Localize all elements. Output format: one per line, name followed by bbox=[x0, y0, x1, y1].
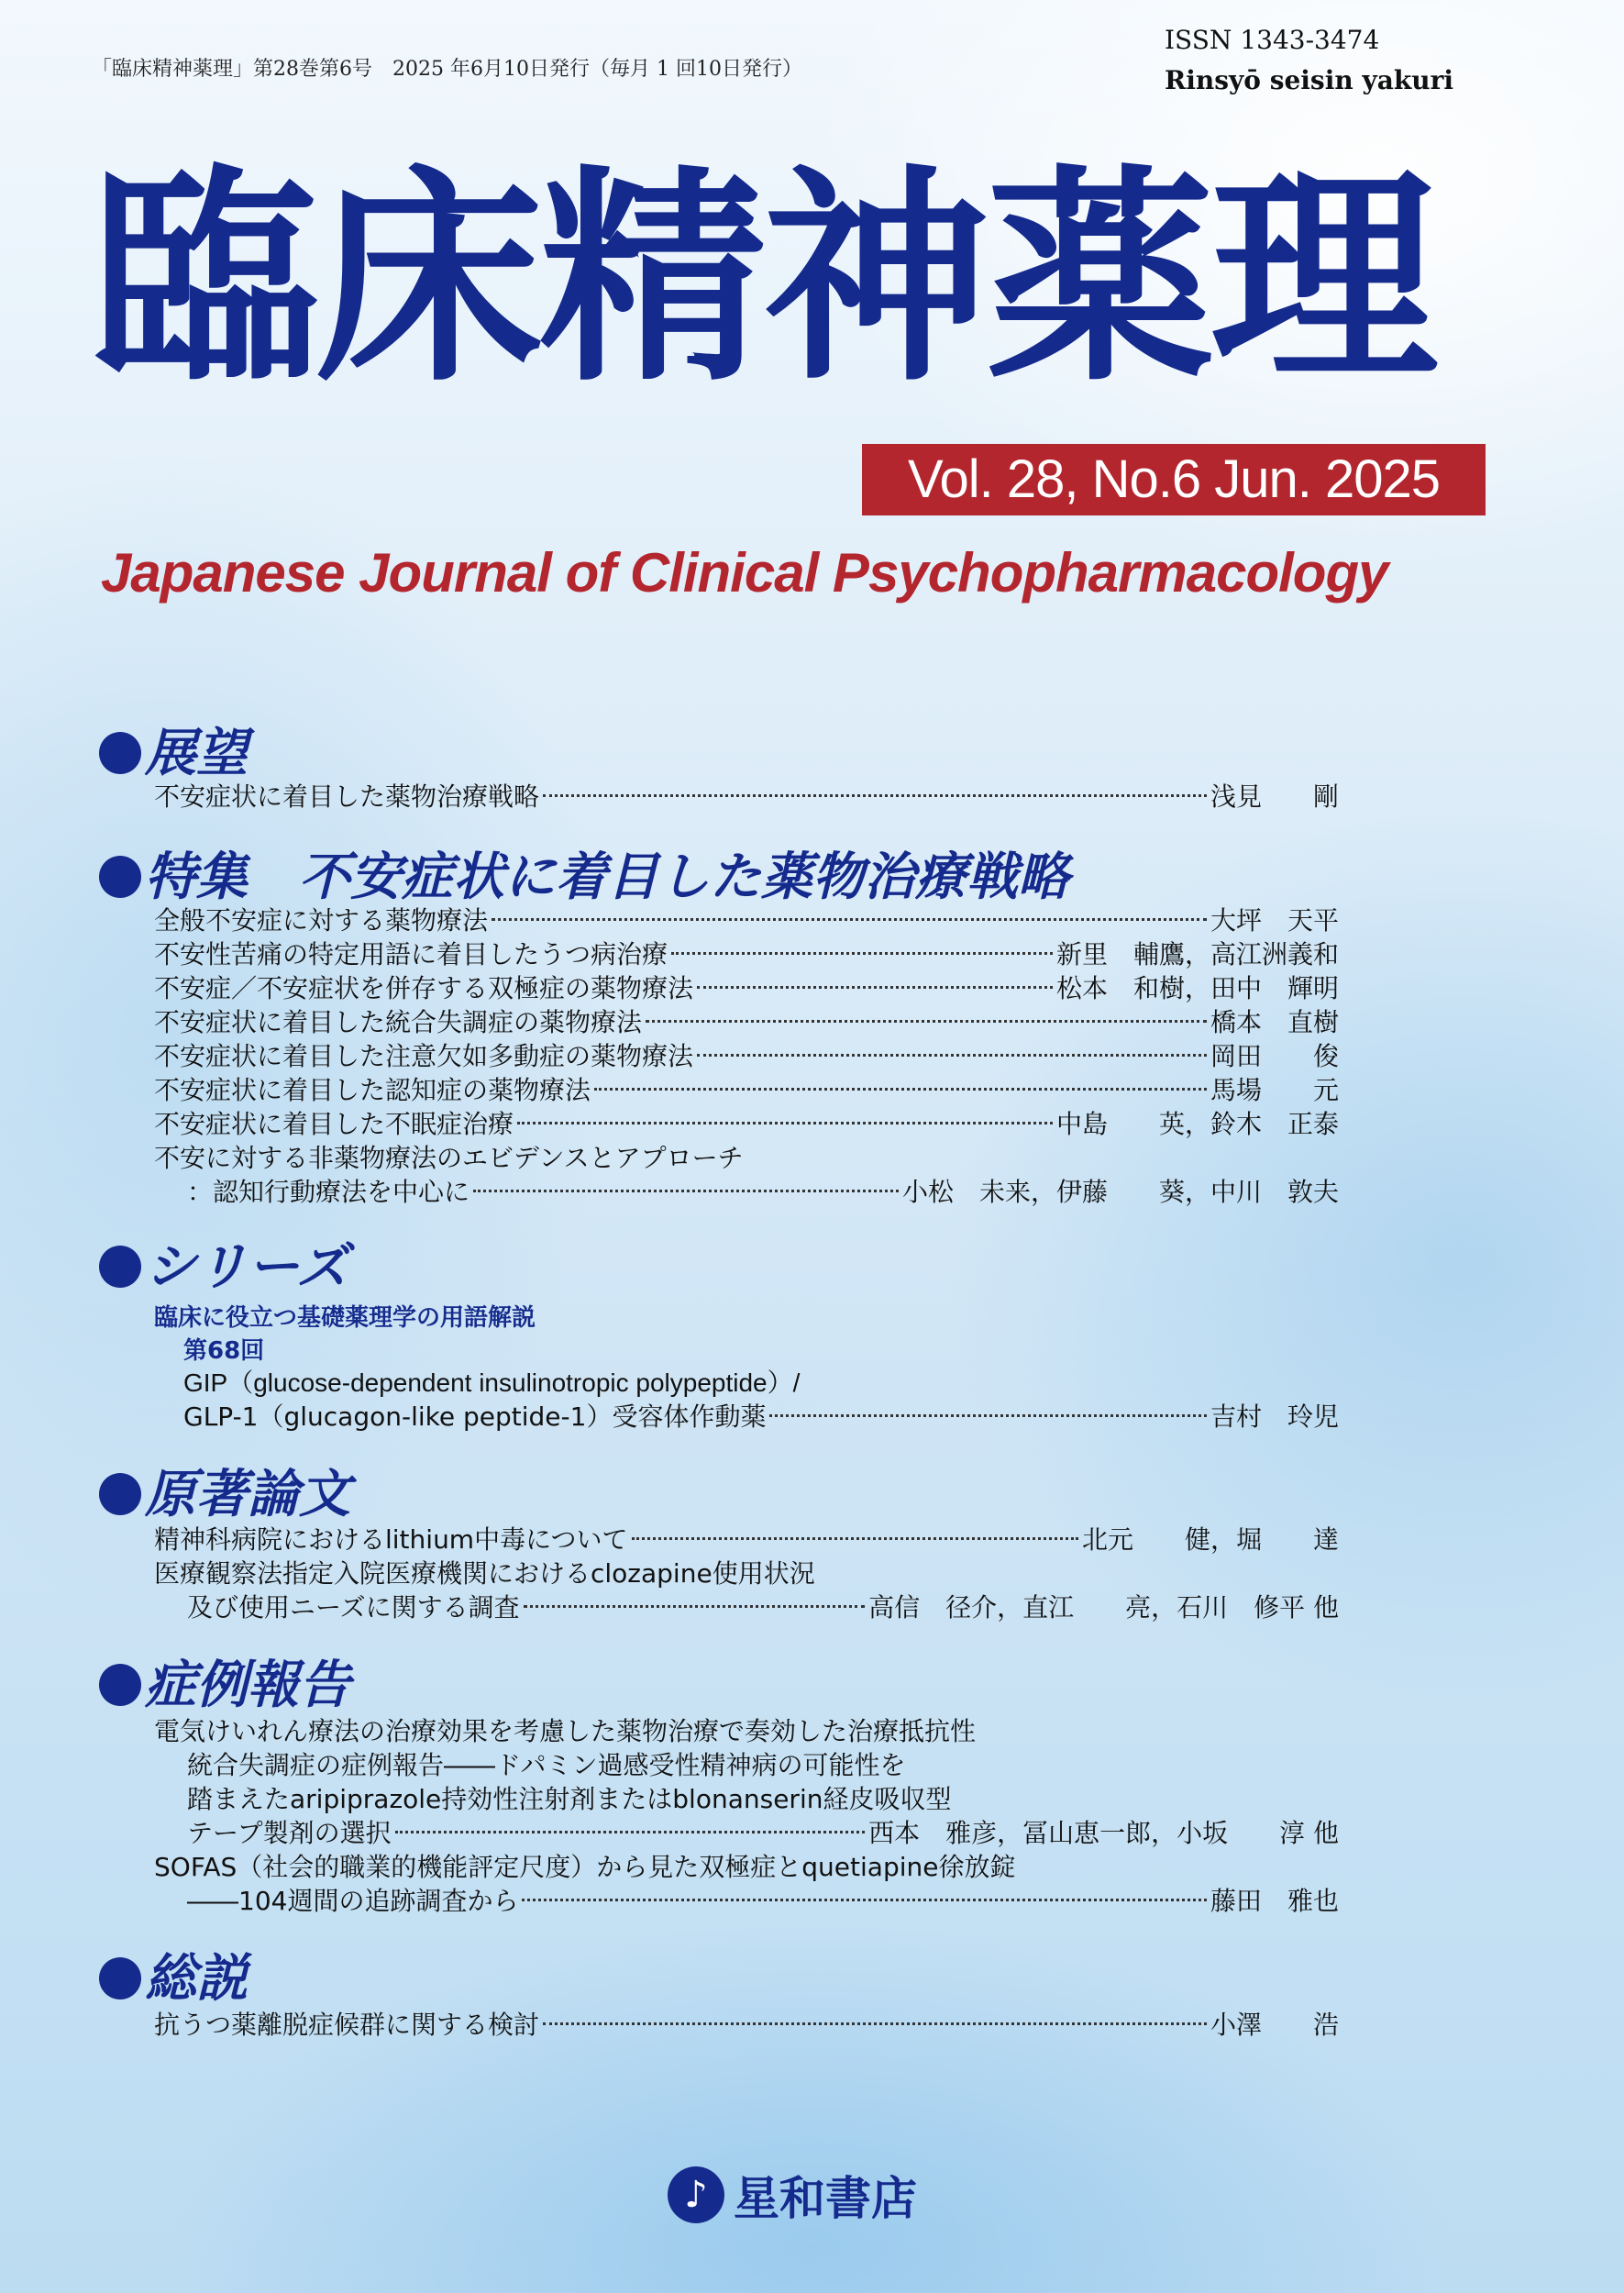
entry-authors: 新里 輔鷹，高江洲義和 bbox=[1055, 939, 1339, 969]
entry-title: 不安症状に着目した統合失調症の薬物療法 bbox=[154, 1007, 643, 1037]
entry-authors: 馬場 元 bbox=[1210, 1075, 1339, 1105]
dot-leader bbox=[517, 1122, 1053, 1124]
entry-authors: 大坪 天平 bbox=[1210, 905, 1339, 936]
entry-title: 及び使用ニーズに関する調査 bbox=[187, 1592, 520, 1623]
toc-entry[interactable] bbox=[154, 1074, 1339, 1107]
journal-title: 臨床精神薬理 bbox=[92, 148, 1434, 412]
toc-entry[interactable] bbox=[183, 1401, 1339, 1434]
section-heading-case: 症例報告 bbox=[99, 1656, 350, 1715]
toc-entry[interactable] bbox=[154, 2009, 1339, 2042]
entry-title: 抗うつ薬離脱症候群に関する検討 bbox=[154, 2010, 540, 2040]
dot-leader bbox=[697, 1054, 1207, 1057]
dot-leader bbox=[632, 1537, 1078, 1540]
entry-title-line: 医療観察法指定入院医療機関におけるclozapine使用状況 bbox=[154, 1558, 815, 1589]
entry-authors: 橋本 直樹 bbox=[1210, 1007, 1339, 1037]
toc-entry[interactable] bbox=[154, 1523, 1339, 1556]
entry-title: 全般不安症に対する薬物療法 bbox=[154, 905, 489, 936]
toc-entry[interactable] bbox=[154, 904, 1339, 937]
entry-title-line: 統合失調症の症例報告――ドパミン過感受性精神病の可能性を bbox=[187, 1750, 906, 1780]
publisher-logo-icon: ♪ bbox=[668, 2166, 724, 2223]
entry-authors: 吉村 玲児 bbox=[1210, 1401, 1339, 1432]
entry-title: ：認知行動療法を中心に bbox=[187, 1177, 470, 1207]
english-journal-title: Japanese Journal of Clinical Psychopharmacology bbox=[101, 542, 1388, 604]
dot-leader bbox=[594, 1088, 1207, 1091]
entry-title-line: 踏まえたaripiprazole持効性注射剤またはblonanserin経皮吸収型 bbox=[187, 1784, 952, 1814]
toc-entry[interactable] bbox=[187, 1176, 1339, 1209]
entry-authors: 高信 径介，直江 亮，石川 修平 他 bbox=[868, 1592, 1339, 1623]
bullet-icon bbox=[99, 1664, 141, 1706]
toc-entry[interactable] bbox=[187, 1885, 1339, 1918]
romaji-title: Rinsyō seisin yakuri bbox=[1165, 65, 1453, 95]
entry-title: テープ製剤の選択 bbox=[187, 1818, 392, 1848]
section-heading-tokushu: 特集 不安症状に着目した薬物治療戦略 bbox=[99, 848, 1069, 907]
section-heading-review: 総説 bbox=[99, 1950, 248, 2009]
toc-entry[interactable] bbox=[154, 1040, 1339, 1073]
dot-leader bbox=[524, 1605, 865, 1608]
dot-leader bbox=[492, 918, 1207, 921]
entry-title: 不安症状に着目した不眠症治療 bbox=[154, 1109, 514, 1139]
entry-authors: 浅見 剛 bbox=[1210, 781, 1339, 812]
entry-authors: 西本 雅彦，冨山恵一郎，小坂 淳 他 bbox=[868, 1818, 1339, 1848]
bullet-icon bbox=[99, 1473, 141, 1515]
series-subtitle: 臨床に役立つ基礎薬理学の用語解説 bbox=[154, 1304, 536, 1332]
volume-badge: Vol. 28, No.6 Jun. 2025 bbox=[862, 444, 1486, 515]
entry-title: ――104週間の追跡調査から bbox=[187, 1886, 519, 1916]
bullet-icon bbox=[99, 856, 141, 898]
entry-authors: 藤田 雅也 bbox=[1210, 1886, 1339, 1916]
dot-leader bbox=[697, 986, 1053, 989]
dot-leader bbox=[769, 1414, 1207, 1417]
entry-title: 精神科病院におけるlithium中毒について bbox=[154, 1524, 628, 1555]
toc-entry[interactable] bbox=[154, 938, 1339, 971]
toc-entry[interactable] bbox=[154, 1006, 1339, 1039]
dot-leader bbox=[543, 2022, 1207, 2025]
bullet-icon bbox=[99, 1246, 141, 1288]
dot-leader bbox=[671, 952, 1053, 955]
dot-leader bbox=[522, 1899, 1207, 1901]
entry-authors: 小澤 浩 bbox=[1210, 2010, 1339, 2040]
section-heading-original: 原著論文 bbox=[99, 1466, 350, 1524]
entry-title: 不安症状に着目した薬物治療戦略 bbox=[154, 781, 540, 812]
entry-authors: 岡田 俊 bbox=[1210, 1041, 1339, 1071]
entry-title-line: 電気けいれん療法の治療効果を考慮した薬物治療で奏効した治療抵抗性 bbox=[154, 1716, 977, 1746]
dot-leader bbox=[473, 1190, 899, 1192]
dot-leader bbox=[395, 1831, 865, 1833]
issn-number: ISSN 1343-3474 bbox=[1165, 25, 1380, 55]
toc-entry[interactable] bbox=[187, 1817, 1339, 1850]
section-heading-series: シリーズ bbox=[99, 1238, 348, 1297]
entry-authors: 小松 未来，伊藤 葵，中川 敦夫 bbox=[901, 1177, 1339, 1207]
entry-authors: 北元 健，堀 達 bbox=[1081, 1524, 1339, 1555]
toc-entry[interactable] bbox=[187, 1591, 1339, 1624]
entry-authors: 松本 和樹，田中 輝明 bbox=[1055, 973, 1339, 1003]
entry-title: 不安性苦痛の特定用語に着目したうつ病治療 bbox=[154, 939, 668, 969]
section-heading-tenbo: 展望 bbox=[99, 725, 248, 783]
entry-title: GLP-1（glucagon-like peptide-1）受容体作動薬 bbox=[183, 1401, 767, 1432]
entry-authors: 中島 英，鈴木 正泰 bbox=[1055, 1109, 1339, 1139]
issue-info-line: 「臨床精神薬理」第28巻第6号 2025 年6月10日発行（毎月 1 回10日発行） bbox=[92, 58, 802, 81]
entry-title-line: GIP（glucose-dependent insulinotropic polypeptide）/ bbox=[183, 1368, 801, 1397]
series-number: 第68回 bbox=[183, 1337, 265, 1365]
entry-title: 不安症状に着目した注意欠如多動症の薬物療法 bbox=[154, 1041, 694, 1071]
dot-leader bbox=[543, 794, 1207, 797]
publisher bbox=[668, 2165, 917, 2225]
entry-title-line: SOFAS（社会的職業的機能評定尺度）から見た双極症とquetiapine徐放錠 bbox=[154, 1852, 1016, 1882]
toc-entry[interactable] bbox=[154, 972, 1339, 1005]
entry-title-line: 不安に対する非薬物療法のエビデンスとアプローチ bbox=[154, 1143, 744, 1173]
issn-block bbox=[1165, 20, 1453, 101]
dot-leader bbox=[646, 1020, 1207, 1023]
bullet-icon bbox=[99, 1957, 141, 1999]
entry-title: 不安症／不安症状を併存する双極症の薬物療法 bbox=[154, 973, 694, 1003]
entry-title: 不安症状に着目した認知症の薬物療法 bbox=[154, 1075, 591, 1105]
toc-entry[interactable] bbox=[154, 781, 1339, 814]
publisher-name: 星和書店 bbox=[734, 2172, 917, 2225]
bullet-icon bbox=[99, 732, 141, 774]
toc-entry[interactable] bbox=[154, 1108, 1339, 1141]
